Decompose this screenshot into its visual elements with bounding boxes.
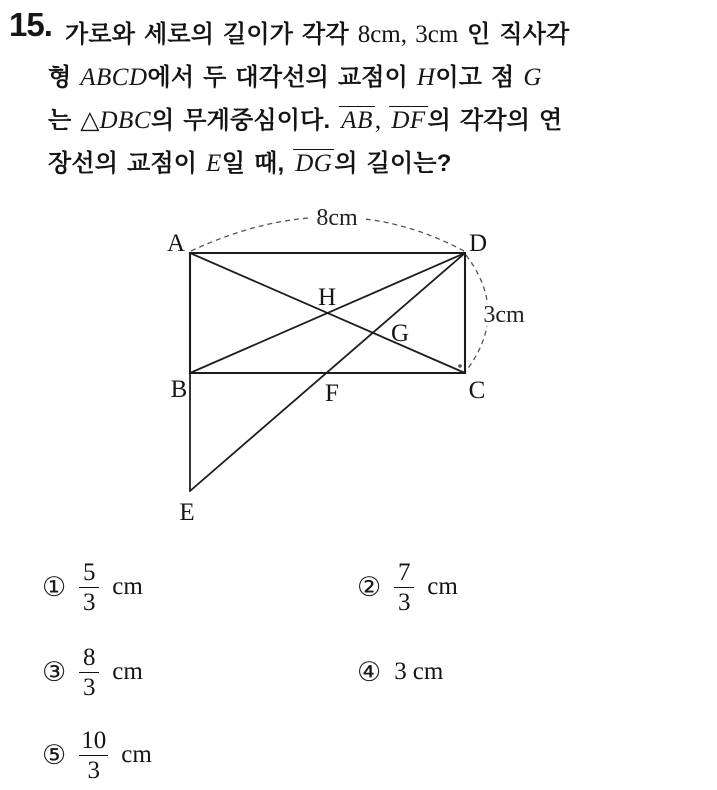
- question-line-3: [48, 99, 708, 142]
- fraction-denominator: 3: [82, 673, 96, 701]
- option-2-unit: cm: [427, 573, 458, 600]
- vertex-label-f: F: [325, 380, 339, 407]
- option-3-fraction: [79, 644, 99, 701]
- math-dbc: DBC: [99, 107, 151, 134]
- vertex-label-h: H: [317, 284, 337, 311]
- option-3-unit: cm: [112, 658, 143, 685]
- question-line-1: [48, 13, 708, 56]
- measure-8cm-text: 8cm: [357, 21, 401, 48]
- fraction-numerator: 10: [81, 726, 107, 754]
- option-1-unit: cm: [112, 573, 143, 600]
- option-5-unit: cm: [121, 741, 152, 768]
- option-5-fraction: [79, 727, 108, 784]
- vertex-label-a: A: [166, 230, 186, 257]
- vertex-label-b: B: [170, 376, 188, 403]
- question-text-kr: 의 길이는?: [334, 150, 452, 177]
- option-2-marker[interactable]: ②: [357, 571, 382, 603]
- vertex-label-g: G: [390, 320, 410, 347]
- question-number: 15.: [9, 6, 52, 43]
- geometry-diagram: [0, 190, 717, 540]
- question-line-2: [48, 56, 708, 99]
- answer-option-5[interactable]: [42, 720, 152, 790]
- width-dimension-label: 8cm: [316, 205, 358, 231]
- question-line-4: [48, 142, 708, 185]
- answer-option-4[interactable]: [357, 637, 443, 707]
- vertex-label-c: C: [468, 377, 486, 404]
- question-text-kr: 인 직사각: [458, 21, 570, 48]
- fraction-numerator: 7: [397, 558, 411, 586]
- option-1-fraction: [79, 559, 99, 616]
- segment-ab-overline: AB: [341, 107, 373, 134]
- option-2-fraction: [394, 559, 414, 616]
- math-h: H: [416, 64, 436, 91]
- option-3-marker[interactable]: ③: [42, 656, 67, 688]
- option-4-marker[interactable]: ④: [357, 656, 382, 688]
- question-text: [48, 13, 708, 185]
- vertex-label-e: E: [179, 499, 195, 526]
- question-text-kr: 가로와 세로의 길이가 각각: [65, 21, 358, 48]
- fraction-bar: [79, 587, 99, 588]
- height-dimension-label: 3cm: [483, 302, 525, 328]
- vertex-label-d: D: [468, 230, 488, 257]
- fraction-numerator: 8: [82, 643, 96, 671]
- segment-df-overline: DF: [391, 107, 426, 134]
- fraction-bar: [79, 755, 108, 756]
- question-text-kr: 의 각각의 연: [427, 107, 563, 134]
- math-abcd: ABCD: [80, 64, 148, 91]
- fraction-denominator: 3: [87, 756, 100, 784]
- answer-option-2[interactable]: [357, 552, 458, 622]
- question-text-kr: 의 무게중심이다.: [151, 107, 340, 134]
- fraction-bar: [394, 587, 414, 588]
- math-e: E: [206, 150, 222, 177]
- option-4-value: 3: [394, 658, 407, 685]
- question-text-kr: 장선의 교점이: [48, 150, 207, 177]
- math-g: G: [523, 64, 542, 91]
- question-text-kr: 형: [48, 64, 81, 91]
- option-4-unit: cm: [412, 658, 444, 685]
- answer-option-1[interactable]: [42, 552, 143, 622]
- fraction-numerator: 5: [82, 558, 96, 586]
- option-5-marker[interactable]: ⑤: [42, 739, 67, 771]
- question-text-kr: 일 때,: [221, 150, 294, 177]
- measure-3cm-text: 3cm: [415, 21, 459, 48]
- question-text-kr: 는: [48, 107, 81, 134]
- comma: ,: [400, 21, 416, 48]
- fraction-denominator: 3: [397, 588, 411, 616]
- segment-dg-overline: DG: [295, 150, 333, 177]
- question-text-kr: 이고 점: [435, 64, 524, 91]
- corner-c-dot: [458, 364, 462, 368]
- triangle-symbol: △: [80, 107, 100, 134]
- comma: ,: [374, 107, 390, 134]
- answer-option-3[interactable]: [42, 637, 143, 707]
- question-text-kr: 에서 두 대각선의 교점이: [147, 64, 417, 91]
- option-1-marker[interactable]: ①: [42, 571, 67, 603]
- fraction-denominator: 3: [82, 588, 96, 616]
- fraction-bar: [79, 672, 99, 673]
